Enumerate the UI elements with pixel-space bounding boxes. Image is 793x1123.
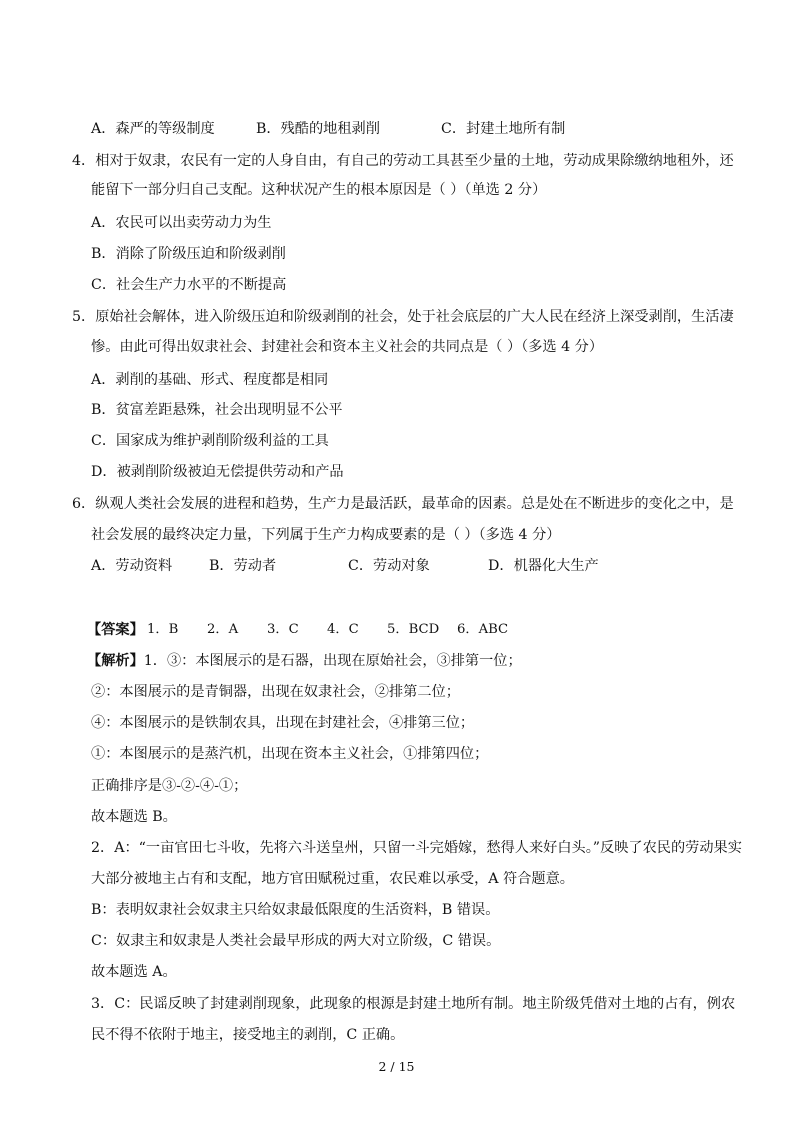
answer-item-5: 5．BCD — [387, 622, 440, 637]
analysis-item-1: 1．③：本图展示的是石器，出现在原始社会，③排第一位； — [143, 653, 522, 669]
analysis-line: ①：本图展示的是蒸汽机，出现在资本主义社会，①排第四位； — [91, 746, 489, 762]
analysis-line: 正确排序是③-②-④-①； — [91, 778, 248, 794]
q5-option-c: C．国家成为维护剥削阶级利益的工具 — [91, 433, 329, 449]
q6-options — [91, 556, 731, 576]
q6-option-b: B．劳动者 — [209, 558, 277, 574]
analysis-line: B：表明奴隶社会奴隶主只给奴隶最低限度的生活资料，B 错误。 — [91, 902, 500, 918]
analysis-line: C：奴隶主和奴隶是人类社会最早形成的两大对立阶级，C 错误。 — [91, 933, 501, 949]
q6-option-c: C．劳动对象 — [348, 558, 430, 574]
q4-stem-line2: 能留下一部分归自己支配。这种状况产生的根本原因是（ ）（单选 2 分） — [91, 182, 547, 198]
answer-item-2: 2．A — [207, 622, 239, 637]
q5-stem-line1: 5．原始社会解体，进入阶级压迫和阶级剥削的社会，处于社会底层的广大人民在经济上深受剥削，生活凄 — [72, 309, 734, 325]
q4-option-a: A．农民可以出卖劳动力为生 — [91, 215, 272, 231]
q6-option-a: A．劳动资料 — [91, 558, 173, 574]
analysis-line: 民不得不依附于地主，接受地主的剥削，C 正确。 — [91, 1027, 405, 1043]
analysis-line: ②：本图展示的是青铜器，出现在奴隶社会，②排第二位； — [91, 684, 460, 700]
q6-option-d: D．机器化大生产 — [488, 558, 599, 574]
q6-stem-line1: 6．纵观人类社会发展的进程和趋势，生产力是最活跃，最革命的因素。总是处在不断进步的变化之中，是 — [72, 496, 734, 512]
analysis-first-line — [87, 651, 522, 671]
answer-label: 【答案】 — [87, 622, 144, 638]
q5-stem-line2: 惨。由此可得出奴隶社会、封建社会和资本主义社会的共同点是（ ）（多选 4 分） — [91, 339, 604, 355]
q3-options — [91, 119, 731, 139]
q5-option-b: B．贫富差距悬殊，社会出现明显不公平 — [91, 402, 343, 418]
analysis-line: ④：本图展示的是铁制农具，出现在封建社会，④排第三位； — [91, 715, 475, 731]
q4-option-c: C．社会生产力水平的不断提高 — [91, 277, 287, 293]
analysis-line: 故本题选 A。 — [91, 964, 177, 980]
q4-stem-line1: 4．相对于奴隶，农民有一定的人身自由，有自己的劳动工具甚至少量的土地，劳动成果除缴纳地租外，还 — [72, 153, 734, 169]
q5-option-a: A．剥削的基础、形式、程度都是相同 — [91, 372, 329, 388]
page-number: 2 / 15 — [378, 1059, 415, 1074]
answer-item-6: 6．ABC — [457, 622, 509, 637]
analysis-line: 大部分被地主占有和支配，地方官田赋税过重，农民难以承受，A 符合题意。 — [91, 871, 574, 887]
answer-item-3: 3．C — [267, 622, 299, 637]
q3-option-c: C．封建土地所有制 — [441, 121, 566, 137]
q4-option-b: B．消除了阶级压迫和阶级剥削 — [91, 246, 286, 262]
q3-option-b: B．残酷的地租剥削 — [256, 121, 380, 137]
analysis-line: 故本题选 B。 — [91, 809, 177, 825]
analysis-line: 3．C：民谣反映了封建剥削现象，此现象的根源是封建土地所有制。地主阶级凭借对土地的占有，例农 — [91, 996, 736, 1012]
q5-option-d: D．被剥削阶级被迫无偿提供劳动和产品 — [91, 464, 344, 480]
answer-item-4: 4．C — [327, 622, 359, 637]
analysis-label: 【解析】 — [87, 653, 144, 669]
q6-stem-line2: 社会发展的最终决定力量，下列属于生产力构成要素的是（ ）（多选 4 分） — [91, 527, 561, 543]
answer-row — [87, 620, 731, 640]
q3-option-a: A．森严的等级制度 — [91, 121, 215, 137]
answer-item-1: 1．B — [147, 622, 179, 637]
analysis-line: 2．A：“一亩官田七斗收，先将六斗送皇州，只留一斗完婚嫁，愁得人来好白头。”反映了农民的劳动果实 — [91, 840, 742, 856]
